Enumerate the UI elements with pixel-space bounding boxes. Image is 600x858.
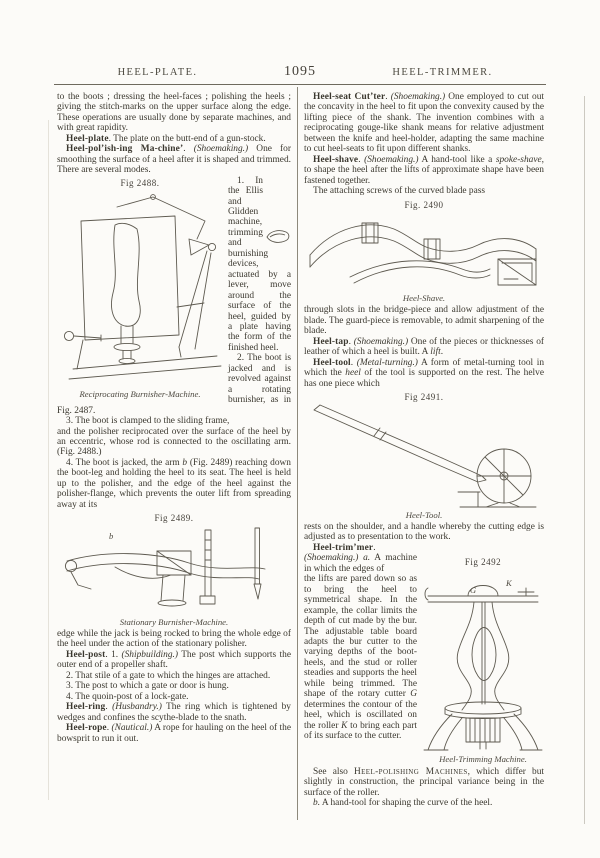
fig-2489-annotation-b: b <box>109 530 114 541</box>
inline-italic-term: spoke-shave <box>495 154 542 165</box>
entry-body: One for smoothing the surface of a heel after it is shaped and trimmed. There are several modes. <box>57 144 291 176</box>
body-text: the lifts are pared down so as to bring the heel to symmetrical shape. In the example, the collar limits the depth of cut made by the bur. The adjustable table board adapts the bur cutter to the varying depths of the boot-heels, and the stud or roller steadies and supports the heel while being trimmed. The shape of the rotary cutter <box>304 574 417 700</box>
heel-post-sense-2 <box>57 671 291 681</box>
body-text: 1. In the Ellis and Glidden machine, trimming and burnishing devices, actuated by a lever, move around the surface of the heel, guided by a plate having the form of the finished heel. <box>228 175 291 353</box>
paragraph-see-also <box>304 767 544 798</box>
entry-body: A hand-tool like a <box>418 154 496 165</box>
entry-dot: . <box>183 144 194 155</box>
entry-term: Heel-pol’ish-ing Ma-chine’ <box>66 144 184 155</box>
entry-heel-ring <box>57 702 291 723</box>
inline-italic-term: lift <box>430 347 441 358</box>
entry-term: Heel-post <box>66 649 106 660</box>
figure-2488-caption: Reciprocating Burnisher-Machine. <box>79 389 201 400</box>
body-text: See also <box>313 766 354 777</box>
field-qualifier: (Shipbuilding.) <box>121 649 178 660</box>
entry-heel-shave <box>304 155 544 186</box>
inline-italic-term: heel <box>345 368 361 379</box>
body-text: to bring each part of its surface to the cutter. <box>304 720 417 742</box>
reference-letter: K <box>341 720 348 731</box>
entry-body: The post which supports the outer end of a propeller shaft. <box>57 649 292 671</box>
field-qualifier: (Shoemaking.) <box>304 553 359 564</box>
entry-heel-tool <box>304 358 544 389</box>
page-number: 1095 <box>284 64 316 79</box>
entry-body: of the tool is supported on the rest. The helve has one piece which <box>304 368 544 389</box>
paragraph-polisher-reciprocated <box>57 427 291 458</box>
figure-2491-label: Fig 2491. <box>404 392 444 403</box>
fig-2492-engraving <box>422 568 544 752</box>
field-qualifier: (Shoemaking.) <box>353 336 409 347</box>
entry-term: Heel-plate <box>66 133 109 144</box>
reference-letter: G <box>410 689 417 700</box>
reference-letter: b <box>182 457 188 468</box>
body-text: 4. The boot is jacked, the arm <box>66 457 183 468</box>
entry-term: Heel-trim’mer <box>313 542 374 553</box>
entry-body: The ring which is tightened by wedges and confines the scythe-blade to the snath. <box>57 702 291 723</box>
body-text: through slots in the bridge-piece and allow adjustment of the blade. The guard-piece is removable, to admit sharpening of the blade. <box>304 305 544 337</box>
heel-trimmer-sense-b <box>304 798 544 808</box>
entry-heel-seat-cutter <box>304 92 544 155</box>
figure-2490 <box>304 200 544 304</box>
entry-term: Heel-shave <box>313 154 359 165</box>
body-text: The attaching screws of the curved blade pass <box>313 186 486 197</box>
body-text: 4. The quoin-post of a lock-gate. <box>66 691 189 702</box>
body-text: (Fig. 2489) reaching down the boot-leg and holding the heel to its seat. The heel is held up to the polisher, and the edge of the heel against the polisher-flange, which prevents the outer lift from spreading away at its <box>57 457 291 510</box>
figure-2490-label: Fig. 2490 <box>404 199 444 210</box>
entry-body: , to shape the heel after the lifts of approximate shape have been fastened together. <box>304 154 545 186</box>
entry-term: Heel-tap <box>313 336 349 347</box>
fig-2492-annotation-k: K <box>506 578 512 589</box>
body-text: 2. That stile of a gate to which the hinges are attached. <box>66 670 271 681</box>
body-text: to the boots ; dressing the heel-faces ; polishing the heels ; giving the stitch-marks on the upper surface along the edge. These operations are usually done by separate machines, and with great rapidity. <box>57 92 291 134</box>
entry-number: . 1. <box>105 649 122 660</box>
entry-dot: . <box>350 357 357 368</box>
fig-2491-engraving <box>308 404 540 508</box>
sense-letter: b. <box>313 798 321 809</box>
entry-body: A form of metal-turning tool in which the <box>304 357 545 379</box>
entry-dot: . <box>106 723 112 734</box>
body-text: and the polisher reciprocated over the surface of the heel by an eccentric, whose rod is connected to the oscillating arm. (Fig. 2488.) <box>57 426 291 458</box>
entry-heel-rope <box>57 723 291 744</box>
figure-2489 <box>57 513 291 627</box>
running-head-right: HEEL-TRIMMER. <box>392 67 493 78</box>
entry-body: One of the pieces or thicknesses of leather of which a heel is built. A <box>304 336 545 358</box>
figure-2488 <box>57 176 223 400</box>
field-qualifier: (Nautical.) <box>111 723 153 734</box>
figure-2488-side-text-3 <box>57 416 291 426</box>
body-text: edge while the jack is being rocked to bring the whole edge of the heel under the action of the stationary polisher. <box>57 629 291 650</box>
figure-2489-label: Fig 2489. <box>154 513 194 524</box>
fig-2488-engraving <box>57 189 223 387</box>
entry-dot: . <box>385 92 391 102</box>
paragraph-edge-while <box>57 629 291 650</box>
paragraph-item-4 <box>57 458 291 510</box>
header-rule <box>54 84 546 85</box>
column-divider-rule <box>297 87 298 820</box>
paragraph-through-slots <box>304 305 544 336</box>
field-qualifier: (Shoemaking.) <box>364 154 419 165</box>
page-header <box>55 64 545 80</box>
body-text: determines the contour of the heel, which is oscillated on the roller <box>304 699 417 731</box>
entry-term: Heel-tool <box>313 357 351 368</box>
entry-heel-post <box>57 650 291 671</box>
page-edge-scan-line-left <box>48 120 49 800</box>
body-text: 2. The boot is jacked and is revolved against a rotating burnisher, as in Fig. 2487. <box>57 353 291 416</box>
entry-body: . <box>440 347 444 358</box>
figure-2491-caption: Heel-Tool. <box>405 509 443 520</box>
cross-reference: Heel-polishing Machines <box>353 766 468 777</box>
entry-dot: . <box>373 542 376 553</box>
entry-body: One employed to cut out the concavity in the heel to fit upon the convexity caused by the lifting piece of the shank. The invention combines with a reciprocating gouge-like shank means for relative adjustment between the knife and heel-holder, adapting the same machine to cut heel-seats to fit upon different shanks. <box>304 92 544 155</box>
running-head-left: HEEL-PLATE. <box>117 67 198 78</box>
entry-term: Heel-seat Cut’ter <box>313 92 386 102</box>
entry-heel-tap <box>304 337 544 358</box>
entry-body: . The plate on the butt-end of a gun-stock. <box>108 133 266 144</box>
field-qualifier: (Shoemaking.) <box>193 144 249 155</box>
body-text: A hand-tool for shaping the curve of the heel. <box>320 798 493 809</box>
right-column <box>304 92 544 809</box>
body-text: , which differ but slightly in construction, the principal variance being in the surface of the roller. <box>304 766 545 798</box>
figure-2490-caption: Heel-Shave. <box>402 292 446 303</box>
paragraph-rests-on-shoulder <box>304 522 544 543</box>
left-column <box>57 92 291 744</box>
entry-dot: . <box>105 702 113 713</box>
entry-dot: . <box>348 336 354 347</box>
entry-term: Heel-ring <box>66 702 106 713</box>
paragraph-attaching-screws <box>304 186 544 196</box>
fig-2490-engraving <box>306 211 542 291</box>
fig-2489-engraving <box>59 525 289 615</box>
sense-letter: a. <box>358 553 371 564</box>
figure-2488-label: Fig 2488. <box>120 177 160 188</box>
field-qualifier: (Metal-turning.) <box>356 357 418 368</box>
entry-term: Heel-rope <box>66 723 107 734</box>
figure-2491 <box>304 392 544 520</box>
paragraph-continuation <box>57 92 291 134</box>
figure-2492-label: Fig 2492 <box>464 556 502 567</box>
entry-body: A machine in which the edges of <box>304 553 417 574</box>
entry-body: A rope for hauling on the heel of the bowsprit to run it out. <box>57 723 291 744</box>
entry-heel-plate <box>57 134 291 144</box>
figure-2492-caption: Heel-Trimming Machine. <box>439 754 527 765</box>
field-qualifier: (Shoemaking.) <box>390 92 446 102</box>
heel-post-sense-3 <box>57 681 291 691</box>
heel-sketch-engraving <box>265 228 291 244</box>
body-text: 3. The post to which a gate or door is hung. <box>66 681 229 692</box>
entry-heel-polishing-machine <box>57 144 291 175</box>
fig-2492-annotation-g: G <box>470 585 477 596</box>
body-text: 3. The boot is clamped to the sliding frame, <box>66 416 230 427</box>
page-edge-scan-line-right <box>584 96 585 824</box>
figure-2492 <box>422 555 544 765</box>
field-qualifier: (Husbandry.) <box>112 702 162 713</box>
body-text: rests on the shoulder, and a handle whereby the cutting edge is adjusted as to presentation to the work. <box>304 521 544 543</box>
heel-post-sense-4 <box>57 692 291 702</box>
entry-dot: . <box>358 154 365 165</box>
figure-2489-caption: Stationary Burnisher-Machine. <box>119 616 229 627</box>
